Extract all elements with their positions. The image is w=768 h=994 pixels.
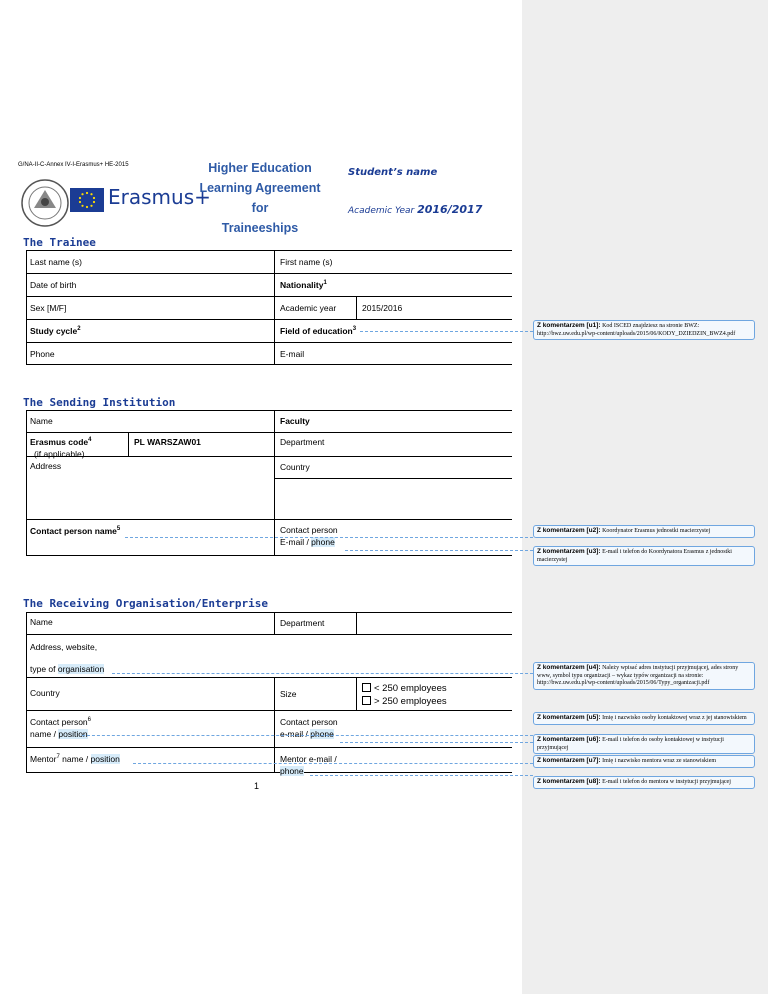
comment-u1[interactable]: Z komentarzem [u1]: Kod ISCED znajdziesz na stronie BWZ: http://bwz.uw.edu.pl/wp-content/uploads/2015/06/KODY_DZIEDZIN_BWZ4.pdf bbox=[533, 320, 755, 340]
section-heading-receiving: The Receiving Organisation/Enterprise bbox=[23, 597, 269, 610]
erasmus-code-value[interactable]: PL WARSZAW01 bbox=[134, 437, 201, 447]
mentor-email-phone-label: Mentor e-mail / phone bbox=[280, 754, 337, 776]
comment-connector-u1 bbox=[360, 331, 533, 332]
comment-connector-u3 bbox=[345, 550, 533, 551]
size-label: Size bbox=[280, 689, 297, 699]
academic-year-label: Academic Year 2016/2017 bbox=[348, 203, 483, 216]
size-large-checkbox[interactable] bbox=[362, 696, 371, 705]
country-label: Country bbox=[280, 462, 310, 472]
comments-margin bbox=[522, 0, 768, 994]
comment-u8[interactable]: Z komentarzem [u8]: E-mail i telefon do mentora w instytucji przyjmującej bbox=[533, 776, 755, 789]
academic-year-field-label: Academic year bbox=[280, 303, 337, 313]
address-website-label: Address, website, type of organisation bbox=[30, 642, 105, 674]
address-label: Address bbox=[30, 461, 62, 471]
comment-connector-u4 bbox=[112, 673, 533, 674]
dob-label: Date of birth bbox=[30, 280, 77, 290]
receiving-country-label: Country bbox=[30, 688, 60, 698]
comment-connector-u7 bbox=[133, 763, 533, 764]
comment-connector-u2 bbox=[125, 537, 533, 538]
field-of-education-label: Field of education$^3$ bbox=[280, 326, 357, 336]
last-name-label: Last name (s) bbox=[30, 257, 82, 267]
erasmus-logo-text: Erasmus+ bbox=[108, 185, 211, 209]
mentor-name-position-label: Mentor$^7$ name / position bbox=[30, 754, 120, 764]
student-name-label: Student’s name bbox=[348, 167, 438, 178]
section-heading-trainee: The Trainee bbox=[23, 236, 96, 249]
comment-connector-u8 bbox=[310, 775, 533, 776]
study-cycle-label: Study cycle$^2$ bbox=[30, 326, 81, 336]
size-small-checkbox[interactable] bbox=[362, 683, 371, 692]
phone-label: Phone bbox=[30, 349, 55, 359]
size-large-option[interactable]: > 250 employees bbox=[362, 695, 447, 708]
contact-person-position-label: Contact person$^6$ name / position bbox=[30, 717, 91, 739]
receiving-department-label: Department bbox=[280, 618, 325, 628]
comment-u3[interactable]: Z komentarzem [u3]: E-mail i telefon do Koordynatora Erasmus z jednostki macierzystej bbox=[533, 546, 755, 566]
receiving-name-label: Name bbox=[30, 617, 53, 627]
comment-u5[interactable]: Z komentarzem [u5]: Imię i nazwisko osoby kontaktowej wraz z jej stanowiskiem bbox=[533, 712, 755, 725]
section-heading-sending: The Sending Institution bbox=[23, 396, 176, 409]
document-title: Higher Education Learning Agreement for Traineeships bbox=[199, 161, 321, 235]
comment-connector-u6 bbox=[340, 742, 533, 743]
comment-u6[interactable]: Z komentarzem [u6]: E-mail i telefon do osoby kontaktowej w instytucji przyjmującej bbox=[533, 734, 755, 754]
contact-person-email-phone-label: Contact person e-mail / phone bbox=[280, 717, 338, 739]
nationality-label: Nationality$^1$ bbox=[280, 280, 327, 290]
academic-year-field-value[interactable]: 2015/2016 bbox=[362, 303, 403, 313]
department-label: Department bbox=[280, 437, 325, 447]
email-label: E-mail bbox=[280, 349, 305, 359]
page-number: 1 bbox=[254, 781, 260, 791]
trainee-table bbox=[26, 250, 512, 365]
form-reference: G/NA-II-C-Annex IV-I-Erasmus+ HE-2015 bbox=[18, 162, 129, 168]
comment-u2[interactable]: Z komentarzem [u2]: Koordynator Erasmus jednostki macierzystej bbox=[533, 525, 755, 538]
contact-person-name-label: Contact person name$^5$ bbox=[30, 526, 121, 536]
sending-name-label: Name bbox=[30, 416, 53, 426]
size-options bbox=[362, 682, 447, 708]
erasmus-code-label: Erasmus code$^4$ (if applicable) bbox=[30, 437, 92, 459]
sex-label: Sex [M/F] bbox=[30, 303, 67, 313]
university-seal-icon bbox=[20, 178, 70, 228]
comment-u4[interactable]: Z komentarzem [u4]: Należy wpisać adres instytucji przyjmującej, ades strony www, symbol typu organizacji – wykaz typów organizacji na stronie: http://bwz.uw.edu.pl/wp-content/uploads/2015/06/Typy_organizacji.pdf bbox=[533, 662, 755, 690]
size-small-option[interactable]: < 250 employees bbox=[362, 682, 447, 695]
eu-flag-icon bbox=[70, 188, 104, 212]
contact-person-email-label: Contact person E-mail / phone bbox=[280, 525, 338, 547]
faculty-label: Faculty bbox=[280, 416, 310, 426]
first-name-label: First name (s) bbox=[280, 257, 333, 267]
comment-u7[interactable]: Z komentarzem [u7]: Imię i nazwisko mentora wraz ze stanowiskiem bbox=[533, 755, 755, 768]
comment-connector-u5 bbox=[82, 735, 533, 736]
